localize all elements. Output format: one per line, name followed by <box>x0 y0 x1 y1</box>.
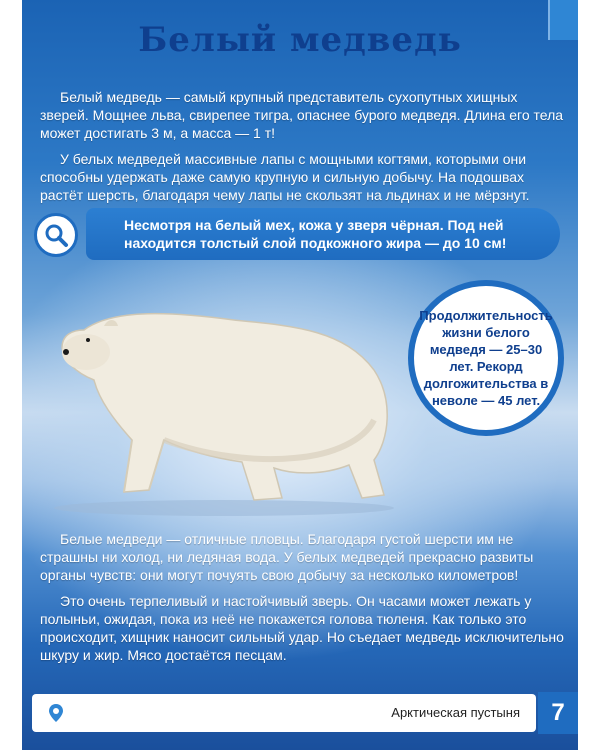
body-text <box>40 530 564 664</box>
polar-bear-image <box>44 290 404 520</box>
intro-paragraph-2: У белых медведей массивные лапы с мощными когтями, которыми они способны удержать даже самую крупную и сильную добычу. На подошвах растёт шерсть, благодаря чему лапы не скользят на льдинах и не мёрзнут. <box>40 151 530 203</box>
body-paragraph-2: Это очень терпеливый и настойчивый зверь. Он часами может лежать у полыньи, ожидая, пока из неё не покажется голова тюленя. Как только это происходит, хищник наносит сильный удар. Но съедает медведь исключительно шкуру и жир. Мясо достаётся песцам. <box>40 593 564 663</box>
page <box>22 0 578 750</box>
page-number: 7 <box>538 692 578 734</box>
callout-text: Несмотря на белый мех, кожа у зверя чёрная. Под ней находится толстый слой подкожного жира — до 10 см! <box>124 217 507 251</box>
footer-bar <box>32 694 536 732</box>
lifespan-text: Продолжительность жизни белого медведя — 25–30 лет. Рекорд долгожительства в неволе — 45 лет. <box>419 308 553 408</box>
magnifier-icon <box>34 213 78 257</box>
section-name: Арктическая пустыня <box>391 705 520 720</box>
lifespan-bubble <box>408 280 564 436</box>
body-paragraph-1: Белые медведи — отличные пловцы. Благодаря густой шерсти им не страшны ни холод, ни ледяная вода. У белых медведей прекрасно развиты органы чувств: они могут почуять свою добычу за несколько километров! <box>40 531 534 583</box>
fact-callout <box>86 208 560 260</box>
intro-text <box>40 88 564 204</box>
location-pin-icon <box>46 703 66 723</box>
intro-paragraph-1: Белый медведь — самый крупный представитель сухопутных хищных зверей. Мощнее льва, свирепее тигра, опаснее бурого медведя. Длина его тела может достигать 3 м, а масса — 1 т! <box>40 89 564 141</box>
page-title: Белый медведь <box>138 20 462 60</box>
